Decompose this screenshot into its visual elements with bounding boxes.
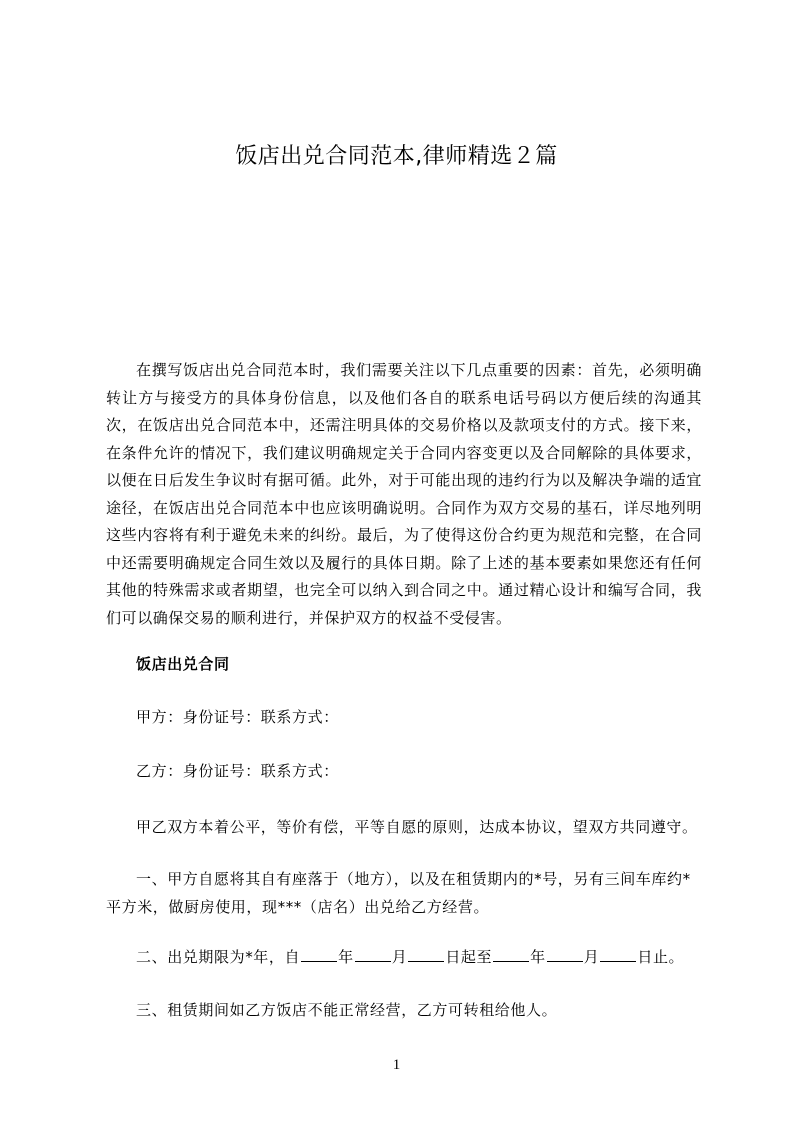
party-b-line: 乙方：身份证号：联系方式： (136, 762, 339, 780)
blank-field (600, 947, 636, 962)
blank-field (547, 947, 583, 962)
clause-1: 一、甲方自愿将其自有座落于（地方），以及在租赁期内的*号，另有三间车库约*平方米，做厨房使用，现***（店名）出兑给乙方经营。 (106, 870, 691, 916)
intro-paragraph: 在撰写饭店出兑合同范本时，我们需要关注以下几点重要的因素：首先，必须明确转让方与接受方的具体身份信息，以及他们各自的联系电话号码以方便后续的沟通其次，在饭店出兑合同范本中，还需注明具体的交易价格以及款项支付的方式。接下来，在条件允许的情况下，我们建议明确规定关于合同内容变更以及合同解除的具体要求，以便在日后发生争议时有据可循。此外，对于可能出现的违约行为以及解决争端的适宜途径，在饭店出兑合同范本中也应该明确说明。合同作为双方交易的基石，详尽地列明这些内容将有利于避免未来的纠纷。最后，为了使得这份合约更为规范和完整，在合同中还需要明确规定合同生效以及履行的具体日期。除了上述的基本要素如果您还有任何其他的特殊需求或者期望，也完全可以纳入到合同之中。通过精心设计和编写合同，我们可以确保交易的顺利进行，并保护双方的权益不受侵害。 (106, 361, 702, 627)
clause-2-year-1: 年 (338, 948, 354, 966)
clause-2-prefix: 二、出兑期限为*年，自 (136, 948, 301, 966)
clause-2-month-2: 月 (583, 948, 600, 966)
blank-field (301, 947, 337, 962)
clause-2-month-1: 月 (391, 948, 408, 966)
clause-2-year-2: 年 (530, 948, 546, 966)
blank-field (355, 947, 391, 962)
clause-2 (106, 944, 756, 972)
document-title: 饭店出兑合同范本,律师精选２篇 (235, 144, 558, 169)
principle-paragraph: 甲乙双方本着公平，等价有偿，平等自愿的原则，达成本协议，望双方共同遵守。 (136, 818, 698, 836)
party-a-line: 甲方：身份证号：联系方式： (136, 708, 339, 726)
page-number: 1 (392, 1057, 401, 1073)
clause-3: 三、租赁期间如乙方饭店不能正常经营，乙方可转租给他人。 (136, 1001, 558, 1019)
clause-2-day-2: 日止。 (637, 948, 685, 966)
blank-field (493, 947, 529, 962)
clause-2-day-1: 日起至 (445, 948, 493, 966)
blank-field (408, 947, 444, 962)
contract-heading: 饭店出兑合同 (136, 655, 230, 673)
